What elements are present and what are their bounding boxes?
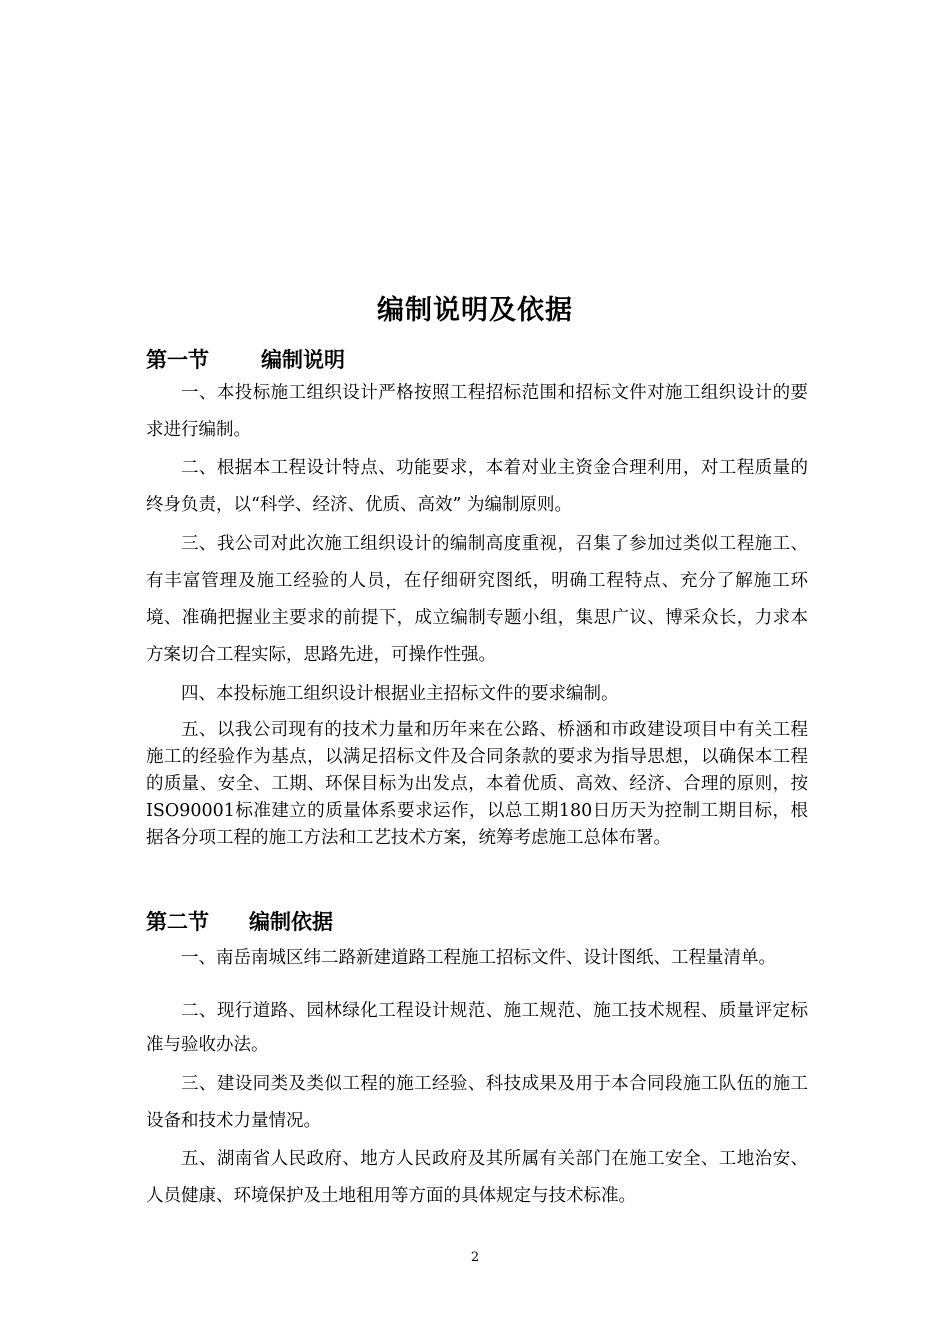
- document-title: 编制说明及依据: [377, 295, 573, 326]
- section-heading-1: [146, 344, 345, 374]
- paragraph: 五、以我公司现有的技术力量和历年来在公路、桥涵和市政建设项目中有关工程施工的经验作为基点，以满足招标文件及合同条款的要求为指导思想，以确保本工程的质量、安全、工期、环保目标为出发点，本着优质、高效、经济、合理的原则，按ISO90001标准建立的质量体系要求运作，以总工期180日历天为控制工期目标，根据各分项工程的施工方法和工艺技术方案，统筹考虑施工总体布署。: [146, 720, 808, 848]
- section-number: 第二节: [146, 910, 209, 934]
- paragraph: 五、湖南省人民政府、地方人民政府及其所属有关部门在施工安全、工地治安、人员健康、环境保护及土地租用等方面的具体规定与技术标准。: [146, 1149, 808, 1206]
- paragraph: 二、现行道路、园林绿化工程设计规范、施工规范、施工技术规程、质量评定标准与验收办法。: [146, 1001, 808, 1055]
- section-name: 编制说明: [261, 348, 345, 372]
- paragraph: 二、根据本工程设计特点、功能要求，本着对业主资金合理利用，对工程质量的终身负责，以“科学、经济、优质、高效” 为编制原则。: [146, 458, 808, 515]
- section-name: 编制依据: [249, 910, 333, 934]
- paragraph: 三、我公司对此次施工组织设计的编制高度重视，召集了参加过类似工程施工、有丰富管理及施工经验的人员，在仔细研究图纸，明确工程特点、充分了解施工环境、准确把握业主要求的前提下，成立编制专题小组，集思广议、博采众长，力求本方案切合工程实际，思路先进，可操作性强。: [146, 534, 808, 665]
- paragraph: 三、建设同类及类似工程的施工经验、科技成果及用于本合同段施工队伍的施工设备和技术力量情况。: [146, 1074, 808, 1131]
- paragraph: 一、南岳南城区纬二路新建道路工程施工招标文件、设计图纸、工程量清单。: [181, 948, 776, 968]
- section-heading-2: [146, 906, 333, 936]
- paragraph: 四、本投标施工组织设计根据业主招标文件的要求编制。: [181, 684, 619, 704]
- section-number: 第一节: [146, 348, 209, 372]
- page-number: 2: [470, 1250, 480, 1265]
- paragraph: 一、本投标施工组织设计严格按照工程招标范围和招标文件对施工组织设计的要求进行编制。: [146, 383, 808, 440]
